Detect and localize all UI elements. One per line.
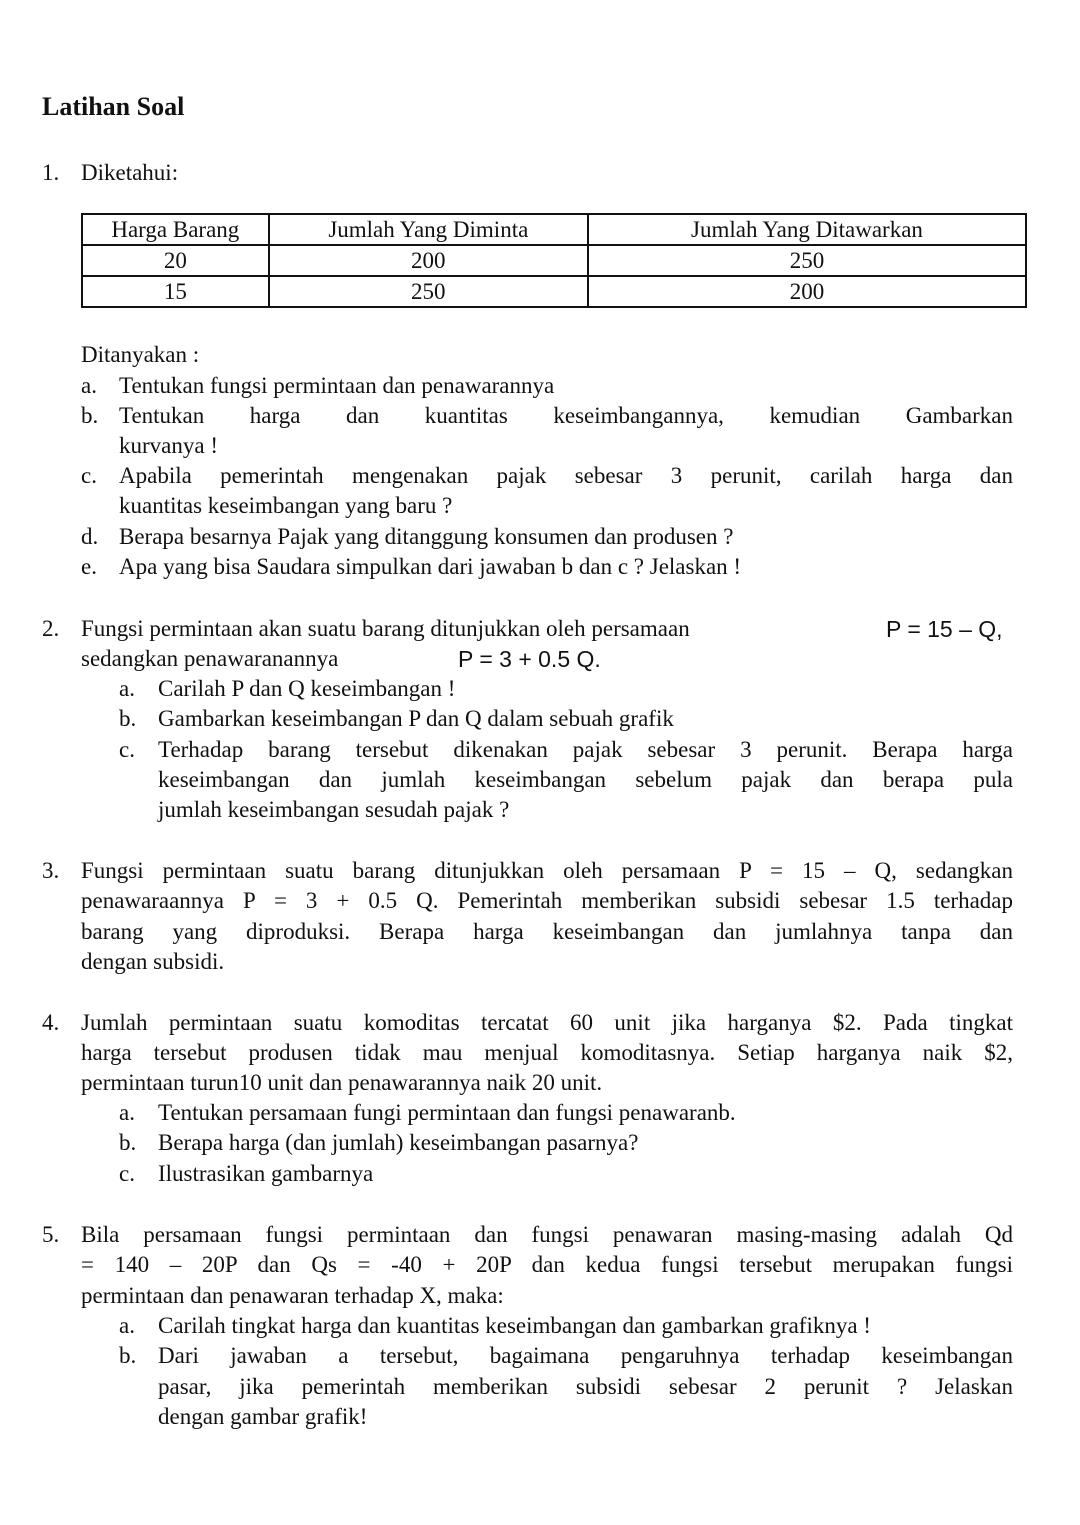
table-cell: 250 bbox=[588, 245, 1026, 276]
question-1-number: 1. bbox=[42, 160, 60, 185]
question-4-text: Jumlah permintaan suatu komoditas tercatat 60 unit jika harganya $2. Pada tingkat bbox=[81, 1010, 1013, 1035]
question-4-number: 4. bbox=[42, 1010, 60, 1035]
list-item-letter: c. bbox=[81, 463, 97, 488]
list-item-text: Dari jawaban a tersebut, bagaimana pengaruhnya terhadap keseimbangan bbox=[158, 1343, 1013, 1368]
table-cell: 200 bbox=[269, 245, 588, 276]
list-item-letter: c. bbox=[119, 737, 135, 762]
list-item-letter: b. bbox=[119, 706, 137, 731]
list-item-letter: a. bbox=[119, 1100, 135, 1125]
table-cell: 15 bbox=[82, 276, 269, 307]
list-item-letter: a. bbox=[81, 373, 97, 398]
supply-equation: P = 3 + 0.5 Q. bbox=[458, 646, 601, 672]
question-2-text: sedangkan penawaranannya bbox=[81, 646, 339, 671]
list-item-text: Terhadap barang tersebut dikenakan pajak sebesar 3 perunit. Berapa harga bbox=[158, 737, 1013, 762]
question-4-text: permintaan turun10 unit dan penawarannya naik 20 unit. bbox=[81, 1070, 603, 1095]
table-cell: 20 bbox=[82, 245, 269, 276]
page-title: Latihan Soal bbox=[42, 92, 185, 121]
list-item-text: Ilustrasikan gambarnya bbox=[158, 1161, 374, 1186]
question-1-asked-label: Ditanyakan : bbox=[81, 342, 200, 367]
list-item-letter: d. bbox=[81, 524, 99, 549]
list-item-text: jumlah keseimbangan sesudah pajak ? bbox=[158, 797, 510, 822]
list-item-text: Berapa besarnya Pajak yang ditanggung konsumen dan produsen ? bbox=[119, 524, 734, 549]
question-3-text: Fungsi permintaan suatu barang ditunjukkan oleh persamaan P = 15 – Q, sedangkan bbox=[81, 858, 1013, 883]
table-cell: 200 bbox=[588, 276, 1026, 307]
list-item-letter: e. bbox=[81, 554, 97, 579]
question-4-text: harga tersebut produsen tidak mau menjual komoditasnya. Setiap harganya naik $2, bbox=[81, 1040, 1013, 1065]
list-item-text: Tentukan harga dan kuantitas keseimbangannya, kemudian Gambarkan bbox=[119, 403, 1013, 428]
question-1-intro: Diketahui: bbox=[81, 160, 179, 185]
list-item-text: Berapa harga (dan jumlah) keseimbangan pasarnya? bbox=[158, 1130, 639, 1155]
list-item-text: pasar, jika pemerintah memberikan subsidi sebesar 2 perunit ? Jelaskan bbox=[158, 1374, 1013, 1399]
question-3-text: penawaraannya P = 3 + 0.5 Q. Pemerintah memberikan subsidi sebesar 1.5 terhadap bbox=[81, 888, 1013, 913]
table-header-cell: Harga Barang bbox=[82, 214, 269, 245]
demand-equation: P = 15 – Q, bbox=[886, 616, 1003, 642]
table-row bbox=[82, 276, 1026, 307]
question-3-text: dengan subsidi. bbox=[81, 949, 225, 974]
list-item-letter: b. bbox=[119, 1343, 137, 1368]
list-item-text: Apa yang bisa Saudara simpulkan dari jawaban b dan c ? Jelaskan ! bbox=[119, 554, 742, 579]
list-item-letter: b. bbox=[119, 1130, 137, 1155]
question-3-text: barang yang diproduksi. Berapa harga keseimbangan dan jumlahnya tanpa dan bbox=[81, 919, 1013, 944]
list-item-text: dengan gambar grafik! bbox=[158, 1404, 368, 1429]
list-item-text: Apabila pemerintah mengenakan pajak sebesar 3 perunit, carilah harga dan bbox=[119, 463, 1013, 488]
list-item-text: keseimbangan dan jumlah keseimbangan sebelum pajak dan berapa pula bbox=[158, 767, 1013, 792]
list-item-letter: a. bbox=[119, 676, 135, 701]
question-2-number: 2. bbox=[42, 616, 60, 641]
price-quantity-table bbox=[81, 213, 1027, 308]
table-header-row bbox=[82, 214, 1026, 245]
list-item-text: kuantitas keseimbangan yang baru ? bbox=[119, 493, 453, 518]
table-header-cell: Jumlah Yang Diminta bbox=[269, 214, 588, 245]
list-item-text: Gambarkan keseimbangan P dan Q dalam sebuah grafik bbox=[158, 706, 674, 731]
list-item-text: Carilah P dan Q keseimbangan ! bbox=[158, 676, 456, 701]
list-item-letter: b. bbox=[81, 403, 99, 428]
list-item-text: Tentukan fungsi permintaan dan penawarannya bbox=[119, 373, 555, 398]
list-item-letter: a. bbox=[119, 1313, 135, 1338]
table-header-cell: Jumlah Yang Ditawarkan bbox=[588, 214, 1026, 245]
question-2-text: Fungsi permintaan akan suatu barang ditunjukkan oleh persamaan bbox=[81, 616, 690, 641]
table-row bbox=[82, 245, 1026, 276]
table-cell: 250 bbox=[269, 276, 588, 307]
list-item-letter: c. bbox=[119, 1161, 135, 1186]
list-item-text: kurvanya ! bbox=[119, 433, 218, 458]
list-item-text: Carilah tingkat harga dan kuantitas keseimbangan dan gambarkan grafiknya ! bbox=[158, 1313, 871, 1338]
question-3-number: 3. bbox=[42, 858, 60, 883]
question-5-number: 5. bbox=[42, 1222, 60, 1247]
question-5-text: Bila persamaan fungsi permintaan dan fungsi penawaran masing-masing adalah Qd bbox=[81, 1222, 1013, 1247]
question-5-text: = 140 – 20P dan Qs = -40 + 20P dan kedua fungsi tersebut merupakan fungsi bbox=[81, 1252, 1013, 1277]
question-5-text: permintaan dan penawaran terhadap X, maka: bbox=[81, 1283, 504, 1308]
list-item-text: Tentukan persamaan fungi permintaan dan fungsi penawaranb. bbox=[158, 1100, 736, 1125]
